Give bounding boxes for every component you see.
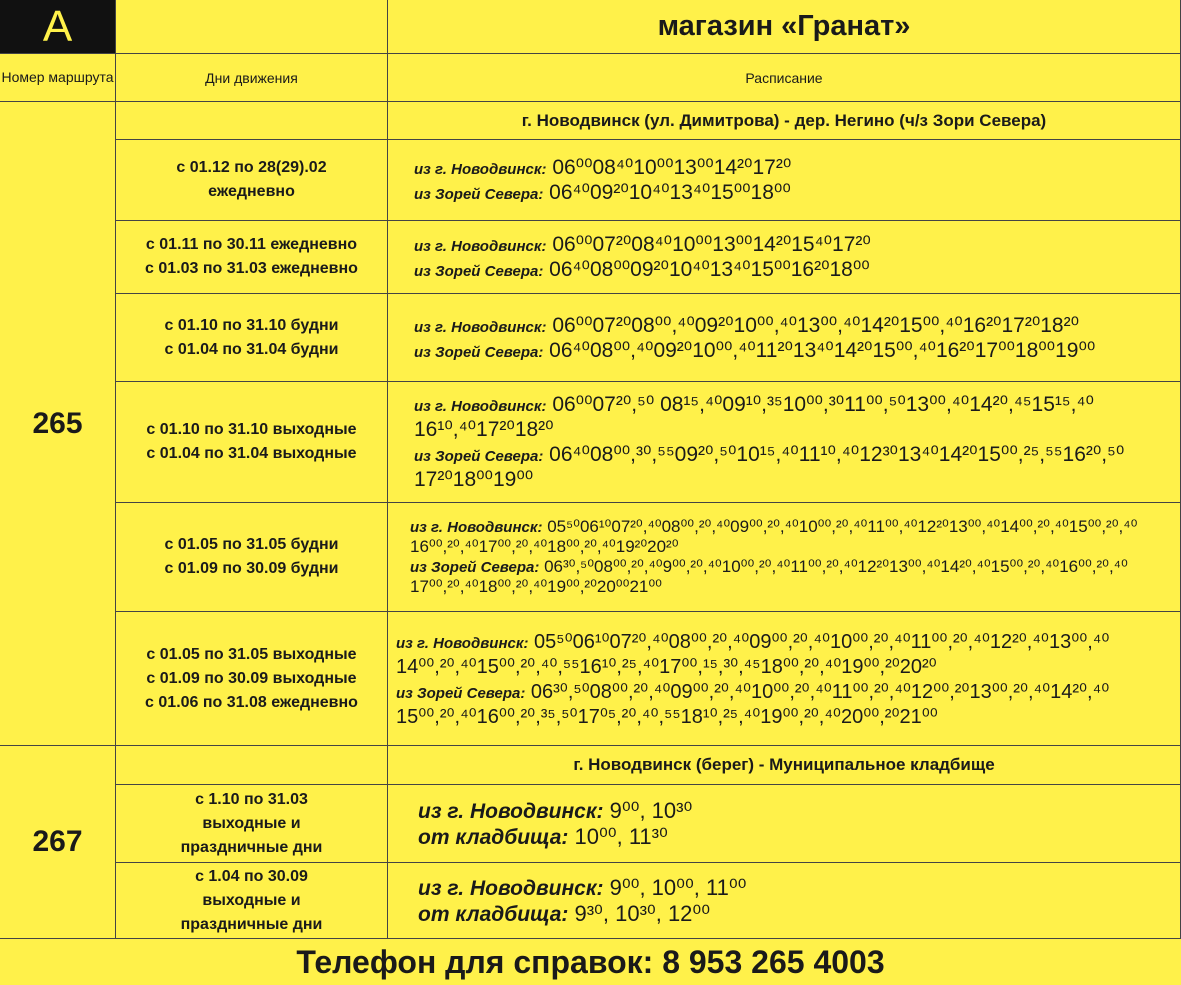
days-cell — [116, 785, 388, 863]
days-line: с 01.05 по 31.05 выходные — [146, 645, 357, 663]
days-line: с 01.12 по 28(29).02 — [176, 159, 327, 176]
days-cell — [116, 503, 388, 612]
schedule-cell — [388, 612, 1181, 746]
days-line: с 01.10 по 31.10 выходные — [146, 421, 357, 438]
route-number-267: 267 — [0, 746, 116, 939]
days-line: с 01.04 по 31.04 выходные — [146, 445, 357, 462]
days-line: с 01.11 по 30.11 ежедневно — [145, 236, 358, 253]
schedule-cell — [388, 221, 1181, 294]
schedule-cell — [388, 503, 1181, 612]
days-line: с 01.10 по 31.10 будни — [164, 316, 339, 334]
schedule-line: из Зорей Севера: 06⁴⁰08⁰⁰,⁴⁰09²⁰10⁰⁰,⁴⁰11²⁰13⁴⁰14²⁰15⁰⁰,⁴⁰16²⁰17⁰⁰18⁰⁰19⁰⁰ — [414, 338, 1096, 362]
days-cell — [116, 294, 388, 382]
schedule-line: из г. Новодвинск: 06⁰⁰08⁴⁰10⁰⁰13⁰⁰14²⁰17²⁰ — [414, 156, 792, 179]
days-line: праздничные дни — [180, 915, 323, 933]
schedule-line: 15⁰⁰,²⁰,⁴⁰16⁰⁰,²⁰,³⁵,⁵⁰17⁰⁵,²⁰,⁴⁰,⁵⁵18¹⁰,²⁵,⁴⁰19⁰⁰,²⁰,⁴⁰20⁰⁰,²⁰21⁰⁰ — [396, 705, 938, 728]
days-line: с 01.06 по 31.08 ежедневно — [145, 693, 358, 711]
days-cell — [116, 612, 388, 746]
schedule-cell — [388, 863, 1181, 939]
schedule-line: из г. Новодвинск: 05⁵⁰06¹⁰07²⁰,⁴⁰08⁰⁰,²⁰,⁴⁰09⁰⁰,²⁰,⁴⁰10⁰⁰,²⁰,⁴⁰11⁰⁰,²⁰,⁴⁰12²⁰,⁴⁰13⁰⁰,⁴⁰ — [396, 630, 1110, 653]
schedule-line: от кладбища: 10⁰⁰, 11³⁰ — [418, 823, 668, 849]
days-line: выходные и — [202, 814, 301, 832]
column-header-route-number: Номер маршрута — [0, 54, 116, 102]
route-letter-badge: А — [0, 0, 116, 54]
days-line: с 1.10 по 31.03 — [195, 790, 308, 808]
page-title: магазин «Гранат» — [388, 0, 1181, 54]
route-265-subtitle: г. Новодвинск (ул. Димитрова) - дер. Негино (ч/з Зори Севера) — [388, 102, 1181, 140]
schedule-line: из г. Новодвинск: 06⁰⁰07²⁰,⁵⁰ 08¹⁵,⁴⁰09¹⁰,³⁵10⁰⁰,³⁰11⁰⁰,⁵⁰13⁰⁰,⁴⁰14²⁰,⁴⁵15¹⁵,⁴⁰ — [414, 393, 1094, 416]
schedule-line: 16¹⁰,⁴⁰17²⁰18²⁰ — [414, 418, 554, 441]
schedule-line: из Зорей Севера: 06⁴⁰08⁰⁰09²⁰10⁴⁰13⁴⁰15⁰⁰16²⁰18⁰⁰ — [414, 258, 870, 281]
days-line: с 01.04 по 31.04 будни — [164, 340, 339, 358]
header-spacer — [116, 0, 388, 54]
schedule-cell — [388, 140, 1181, 221]
days-line: выходные и — [202, 891, 301, 909]
schedule-line: из г. Новодвинск: 06⁰⁰07²⁰08⁰⁰,⁴⁰09²⁰10⁰⁰,⁴⁰13⁰⁰,⁴⁰14²⁰15⁰⁰,⁴⁰16²⁰17²⁰18²⁰ — [414, 313, 1080, 337]
days-line: с 01.09 по 30.09 выходные — [146, 669, 357, 687]
schedule-line: 17²⁰18⁰⁰19⁰⁰ — [414, 468, 534, 491]
schedule-line: 17⁰⁰,²⁰,⁴⁰18⁰⁰,²⁰,⁴⁰19⁰⁰,²⁰20⁰⁰21⁰⁰ — [410, 577, 662, 596]
column-header-days: Дни движения — [116, 54, 388, 102]
schedule-line: из г. Новодвинск: 06⁰⁰07²⁰08⁴⁰10⁰⁰13⁰⁰14²⁰15⁴⁰17²⁰ — [414, 233, 871, 256]
schedule-line: из Зорей Севера: 06⁴⁰09²⁰10⁴⁰13⁴⁰15⁰⁰18⁰⁰ — [414, 181, 791, 204]
schedule-line: из Зорей Севера: 06⁴⁰08⁰⁰,³⁰,⁵⁵09²⁰,⁵⁰10¹⁵,⁴⁰11¹⁰,⁴⁰12³⁰13⁴⁰14²⁰15⁰⁰,²⁵,⁵⁵16²⁰,⁵⁰ — [414, 443, 1125, 466]
days-cell — [116, 221, 388, 294]
schedule-line: 14⁰⁰,²⁰,⁴⁰15⁰⁰,²⁰,⁴⁰,⁵⁵16¹⁰,²⁵,⁴⁰17⁰⁰,¹⁵,³⁰,⁴⁵18⁰⁰,²⁰,⁴⁰19⁰⁰,²⁰20²⁰ — [396, 655, 937, 678]
schedule-cell — [388, 294, 1181, 382]
days-line: с 01.09 по 30.09 будни — [164, 560, 339, 577]
schedule-cell — [388, 785, 1181, 863]
days-line: с 01.05 по 31.05 будни — [164, 536, 339, 553]
schedule-line: из г. Новодвинск: 9⁰⁰, 10⁰⁰, 11⁰⁰ — [418, 874, 747, 900]
days-line: с 1.04 по 30.09 — [195, 867, 308, 885]
schedule-line: из г. Новодвинск: 05⁵⁰06¹⁰07²⁰,⁴⁰08⁰⁰,²⁰,⁴⁰09⁰⁰,²⁰,⁴⁰10⁰⁰,²⁰,⁴⁰11⁰⁰,⁴⁰12²⁰13⁰⁰,⁴⁰14⁰⁰,²⁰,⁴⁰15⁰⁰,²⁰,⁴⁰ — [410, 517, 1138, 536]
days-cell — [116, 140, 388, 221]
subtitle-spacer — [116, 102, 388, 140]
schedule-line: от кладбища: 9³⁰, 10³⁰, 12⁰⁰ — [418, 900, 711, 926]
days-line: с 01.03 по 31.03 ежедневно — [145, 260, 358, 277]
schedule-cell — [388, 382, 1181, 503]
subtitle-spacer — [116, 746, 388, 785]
days-cell — [116, 382, 388, 503]
days-cell — [116, 863, 388, 939]
schedule-line: из г. Новодвинск: 9⁰⁰, 10³⁰ — [418, 797, 693, 823]
days-line: ежедневно — [208, 183, 295, 200]
schedule-line: из Зорей Севера: 06³⁰,⁵⁰08⁰⁰,²⁰,⁴⁰09⁰⁰,²⁰,⁴⁰10⁰⁰,²⁰,⁴⁰11⁰⁰,²⁰,⁴⁰12⁰⁰,²⁰13⁰⁰,²⁰,⁴⁰14²⁰,⁴⁰ — [396, 680, 1110, 703]
schedule-line: из Зорей Севера: 06³⁰,⁵⁰08⁰⁰,²⁰,⁴⁰9⁰⁰,²⁰,⁴⁰10⁰⁰,²⁰,⁴⁰11⁰⁰,²⁰,⁴⁰12²⁰13⁰⁰,⁴⁰14²⁰,⁴⁰15⁰⁰,²⁰,⁴⁰16⁰⁰,²⁰,⁴⁰ — [410, 557, 1128, 576]
route-number-265: 265 — [0, 102, 116, 746]
days-line: праздничные дни — [180, 838, 323, 856]
route-267-subtitle: г. Новодвинск (берег) - Муниципальное кладбище — [388, 746, 1181, 785]
schedule-line: 16⁰⁰,²⁰,⁴⁰17⁰⁰,²⁰,⁴⁰18⁰⁰,²⁰,⁴⁰19²⁰20²⁰ — [410, 537, 679, 556]
column-header-schedule: Расписание — [388, 54, 1181, 102]
phone-footer: Телефон для справок: 8 953 265 4003 — [296, 943, 885, 980]
